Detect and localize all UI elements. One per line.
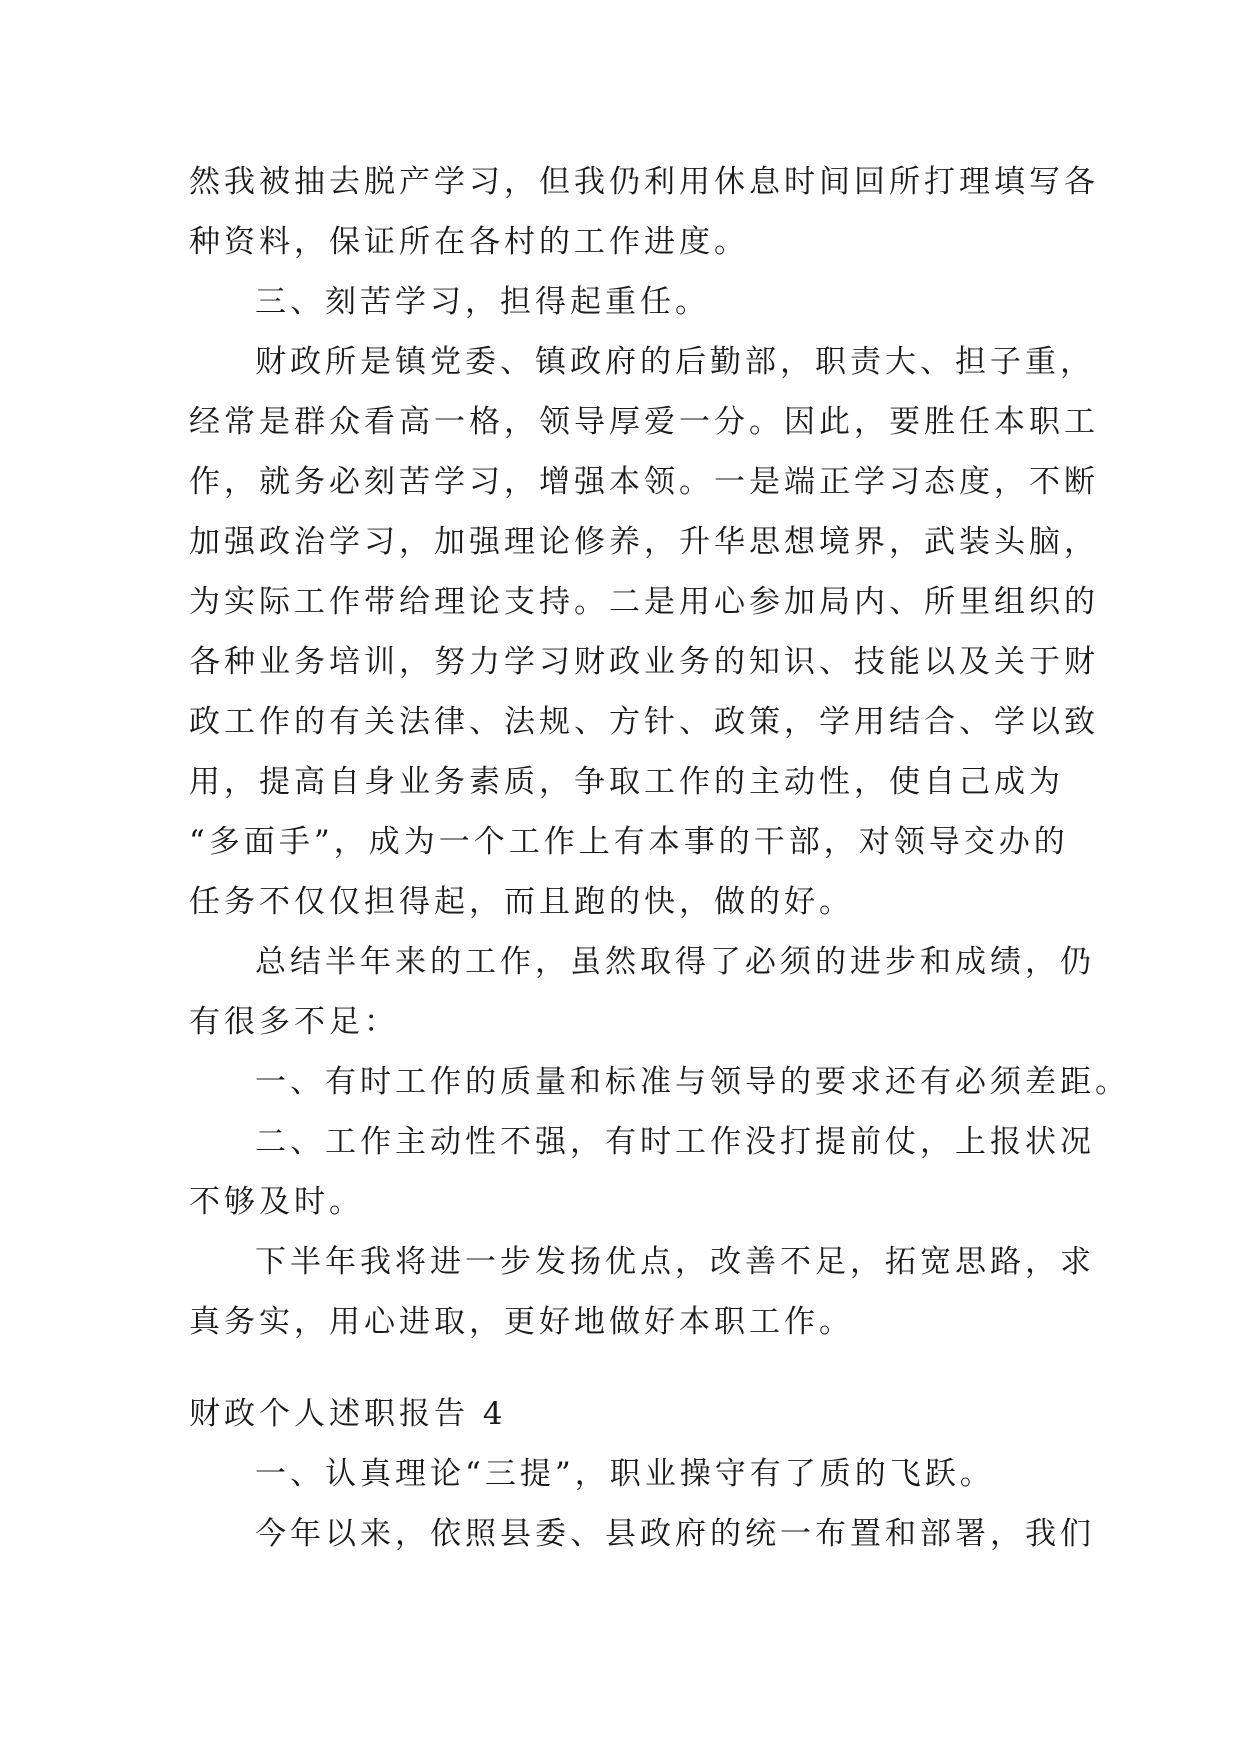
report-title: 财政个人述职报告 4 bbox=[189, 1396, 507, 1432]
text-line: “多面手”，成为一个工作上有本事的干部，对领导交办的 bbox=[189, 824, 1069, 860]
text-line: 下半年我将进一步发扬优点，改善不足，拓宽思路，求 bbox=[255, 1244, 1095, 1280]
text-line: 政工作的有关法律、法规、方针、政策，学用结合、学以致 bbox=[189, 704, 1099, 740]
section-heading: 一、认真理论“三提”，职业操守有了质的飞跃。 bbox=[255, 1456, 995, 1492]
text-line: 任务不仅仅担得起，而且跑的快，做的好。 bbox=[189, 884, 854, 920]
text-line: 经常是群众看高一格，领导厚爱一分。因此，要胜任本职工 bbox=[189, 404, 1099, 440]
text-line: 用，提高自身业务素质，争取工作的主动性，使自己成为 bbox=[189, 764, 1064, 800]
text-line: 财政所是镇党委、镇政府的后勤部，职责大、担子重， bbox=[255, 344, 1095, 380]
list-item: 二、工作主动性不强，有时工作没打提前仗，上报状况 bbox=[255, 1124, 1095, 1160]
list-item: 一、有时工作的质量和标准与领导的要求还有必须差距。 bbox=[255, 1064, 1130, 1100]
text-line: 有很多不足： bbox=[189, 1004, 399, 1040]
text-line: 真务实，用心进取，更好地做好本职工作。 bbox=[189, 1304, 854, 1340]
section-heading: 三、刻苦学习，担得起重任。 bbox=[255, 284, 710, 320]
text-line: 为实际工作带给理论支持。二是用心参加局内、所里组织的 bbox=[189, 584, 1099, 620]
text-line: 种资料，保证所在各村的工作进度。 bbox=[189, 224, 749, 260]
text-line: 总结半年来的工作，虽然取得了必须的进步和成绩，仍 bbox=[255, 944, 1095, 980]
text-line: 各种业务培训，努力学习财政业务的知识、技能以及关于财 bbox=[189, 644, 1099, 680]
text-line: 作，就务必刻苦学习，增强本领。一是端正学习态度，不断 bbox=[189, 464, 1099, 500]
text-line: 加强政治学习，加强理论修养，升华思想境界，武装头脑， bbox=[189, 524, 1099, 560]
text-line: 不够及时。 bbox=[189, 1184, 364, 1220]
text-line: 今年以来，依照县委、县政府的统一布置和部署，我们 bbox=[255, 1516, 1095, 1552]
text-line: 然我被抽去脱产学习，但我仍利用休息时间回所打理填写各 bbox=[189, 164, 1099, 200]
